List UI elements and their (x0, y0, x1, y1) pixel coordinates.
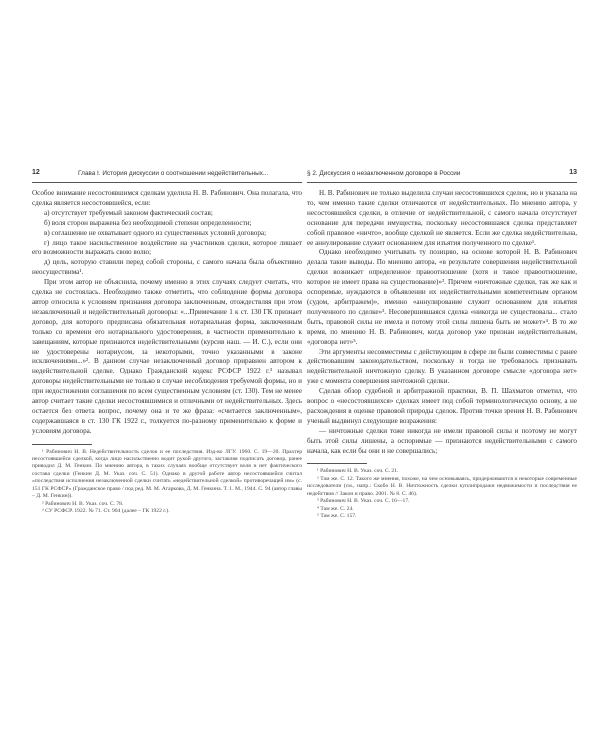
right-body-text (307, 189, 577, 456)
left-page-header (32, 168, 302, 183)
paragraph: Эти аргументы несовместимы с действующим в сфере ли были совместимы с ранее действовавшим законодательством, поскольку и тогда не требовалось признавать недействительной ничтожную сделку. В указанном договоре смысле «договора нет» уже с момента совершения ничтожной сделки. (307, 347, 577, 386)
paragraph: Сделав обзор судебной и арбитражной практики, В. П. Шахматов отметил, что вопрос о «несостоявшихся» сделках имеет под собой терминологическую основу, а не расхождения в оценке правовой природы сделок. Против точки зрения Н. В. Рабинович ученый выдвинул следующие возражения: (307, 387, 577, 425)
footnote: ² Там же. С. 12. Такого же мнения, похоже, на чем основываясь, придерживаются и некоторые современные исследователи (см., напр.: Скобо Н. В. Ничтожность сделки куплипродажи недвижимости и последствия ее недействия // Закон и право. 2001. № 8. С. 46). (307, 475, 577, 497)
paragraph: Особое внимание несостоявшимся сделкам уделила Н. В. Рабинович. Она полагала, что сделка является несостоявшейся, если: (32, 189, 302, 207)
right-page (307, 168, 577, 520)
right-page-number: 13 (569, 169, 577, 176)
footnote: ³ Рабинович Н. В. Указ. соч. С. 16—17. (317, 498, 410, 505)
paragraph: Однако необходимо учитывать ту позицию, на основе которой Н. В. Рабинович делала такие выводы. По мнению автора, «в результате совершения недействительной сделки возникает определенное правоотношение (хотя и такое правоотношение, которое не имеет права на существование)»². Причем «ничтожные сделки, так же как и оспоримые, нуждаются в объявлении их недействительными компетентным органом (судом, арбитражем)», именно «аннулирование служит основанием для изъятия полученного по сделке»³. Несовершившаяся сделка «никогда не существовала... стало быть, правовой силы не имела и потому этой силы лишена быть не может»⁴. В то же время, по мнению Н. В. Рабинович, когда договор уже признан недействительным, «договора нет»⁵. (307, 248, 577, 346)
right-page-header (307, 168, 577, 183)
list-item: а) отсутствует требуемый законом фактический состав; (44, 208, 213, 217)
paragraph: При этом автор не объяснила, почему именно в этих случаях следует считать, что сделка не состоялась. Необходимо также отметить, что соблюдение формы договора автор относила к условиям признания договора заключенным, отождествляя при этом незаключенный и недействительный договоры: «...Примечание 1 к ст. 130 ГК признает договор, для которого предписана обязательная нотариальная форма, заключенным только со времени его нотариального удостоверения, в частности применительно к завещаниям, которые признаются недействительными (курсив наш. — И. С.), если они не удостоверены нотариусом, за некоторыми, точно указанными в законе исключениями...»². В данном случае незаключенный договор приравнен автором к недействительной сделке. Однако Гражданский кодекс РСФСР 1922 г.³ называл договоры недействительными не только в случае несоблюдения требуемой формы, но и при недостижении соглашения по всем существенным условиям (ст. 130). Тем не менее автор считает такие сделки несостоявшимися и отличными от недействительных. Здесь остается без ответа вопрос, почему она и те же фраза: «считается заключенным», содержавшаяся в ст. 130 ГК 1922 г., толкуется по-разному применительно к форме и условиям договора. (32, 278, 302, 435)
list-item: д) цель, которую ставили перед собой стороны, с самого начала была объективно неосуществима¹. (32, 258, 302, 277)
list-item: — ничтожные сделки тоже никогда не имели правовой силы и поэтому не могут быть этой силы лишены, а оспоримые — признаются недействительными с самого начала, как если бы они и не совершались; (307, 426, 577, 455)
list-item: в) соглашение не охватывает одного из существенных условий договора; (44, 228, 267, 237)
left-running-head: Глава I. История дискуссии о соотношении недействительных... (78, 170, 269, 177)
right-footnotes (307, 468, 577, 520)
footnote: ³ СУ РСФСР. 1922. № 71. Ст. 904 (далее – ГК 1922 г.). (42, 507, 170, 514)
footnote-rule (307, 463, 367, 464)
left-page-number: 12 (32, 169, 40, 176)
left-body-text (32, 189, 302, 437)
list-item: б) воля сторон выражена без необходимой степени определенности; (44, 218, 252, 227)
right-running-head: § 2. Дискуссия о незаключенном договоре в России (307, 170, 461, 177)
left-page (32, 168, 302, 515)
footnote-rule (32, 444, 92, 445)
left-footnotes (32, 449, 302, 516)
list-item: г) лицо такое насильственное воздействие на участников сделки, которое лишает его возможности выражать свою волю; (32, 238, 302, 257)
footnote: ¹ Рабинович Н. В. Указ. соч. С. 21. (317, 468, 399, 475)
paragraph: Н. В. Рабинович не только выделила случаи несостоявшихся сделок, но и указала на то, чем именно такие сделки отличаются от недействительных. По мнению автора, у несостоявшейся сделки, в отличие от недействительной, с самого начала отсутствует основание для передачи имущества, поскольку несостоявшаяся сделка представляет собой правовое «ничто», вообще сделкой не является. Если же сделка недействительна, ее аннулирование служит основанием для изъятия полученного по сделке¹. (307, 189, 577, 247)
footnote: ¹ Рабинович Н. В. Недействительность сделок и ее последствия. Изд-во ЛГУ. 1960. С. 19—20. Прахтер несостоявшейся сделкой, когда лицо насильственно водит рукой другого, заставляя подписать договор, ранее приводил Д. М. Генкин. По мнению автора, в таких случаях вообще отсутствует воля и нет фактического состава сделки (Генкин Д. М. Указ. соч. С. 51). Однако в другой работе автор несостоявшейся считал «последствия исполнения незаключенной сделки считать «недействительной сделкой» противоречащей им» (с. 151 ГК РСФСР» (Гражданское право / под ред. М. М. Агаркова, Д. М. Генкина. Т. 1. М., 1944. С. 94 (автор главы – Д. М. Генкин)). (32, 448, 302, 500)
footnote: ² Рабинович Н. В. Указ. соч. С. 78. (42, 500, 124, 507)
footnote: ⁵ Там же. С. 157. (317, 512, 357, 519)
footnote: ⁴ Там же. С. 24. (317, 505, 354, 512)
